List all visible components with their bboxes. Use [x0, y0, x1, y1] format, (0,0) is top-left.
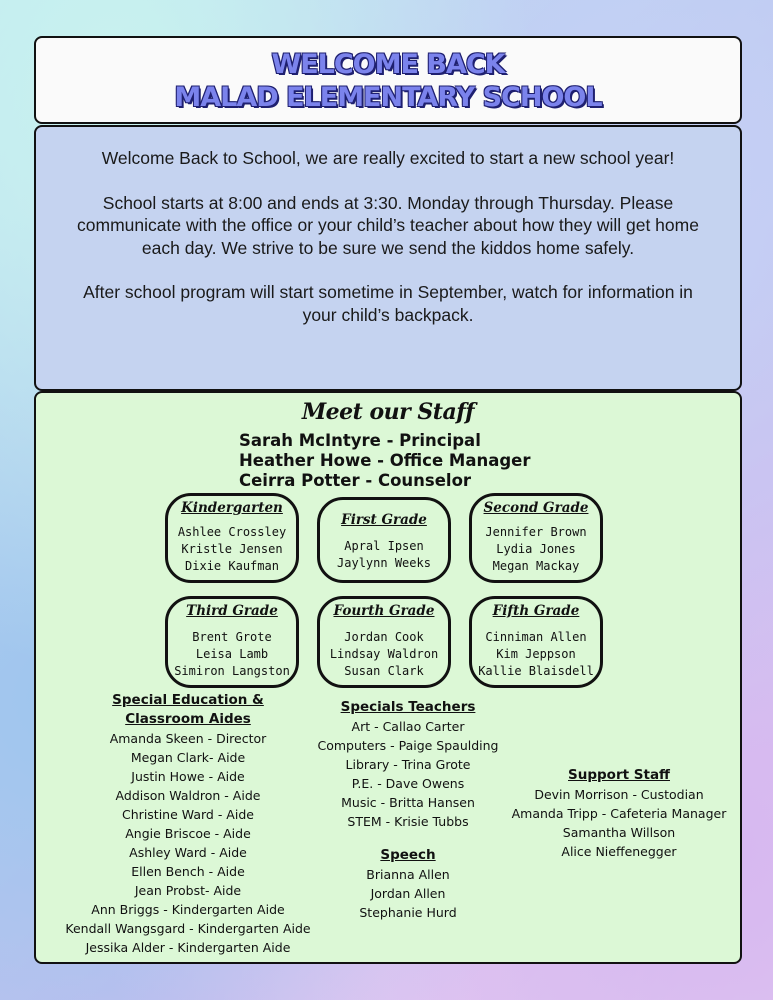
staff-member: Ellen Bench - Aide [131, 864, 245, 879]
staff-member: Samantha Willson [562, 825, 676, 840]
staff-member: Christine Ward - Aide [122, 807, 254, 822]
grade-title: Second Grade [483, 500, 589, 516]
staff-member: Megan Clark- Aide [130, 750, 246, 765]
speech-list [308, 846, 508, 922]
welcome-paragraph-2: School starts at 8:00 and ends at 3:30. Monday through Thursday. Please communicate with the office or your child’s teacher about how they will get home each day. We strive to be sure we send the kiddos home safely. [77, 192, 699, 258]
staff-member: Jessika Alder - Kindergarten Aide [85, 940, 291, 955]
welcome-message-panel [34, 125, 742, 391]
staff-member: Library - Trina Grote [345, 757, 471, 772]
leader-counselor: Ceirra Potter - Counselor [239, 471, 472, 490]
grade-title: Third Grade [186, 603, 278, 619]
special-education-list [60, 691, 316, 957]
grade-box-third-grade [165, 596, 299, 688]
welcome-paragraph-1: Welcome Back to School, we are really excited to start a new school year! [101, 148, 675, 168]
grade-teacher: Jordan Cook [344, 630, 424, 644]
grade-teacher: Lydia Jones [496, 542, 576, 556]
staff-member: Jordan Allen [370, 886, 446, 901]
grade-teacher: Brent Grote [192, 630, 272, 644]
grade-box-fifth-grade [469, 596, 603, 688]
grade-box-kindergarten [165, 493, 299, 583]
leader-office-manager: Heather Howe - Office Manager [239, 451, 531, 470]
grade-title: First Grade [341, 512, 427, 528]
classroom-aides-heading: Classroom Aides [125, 711, 251, 727]
grade-title: Fifth Grade [492, 603, 580, 619]
header-banner [34, 36, 742, 124]
grade-teacher: Simiron Langston [174, 664, 290, 678]
grade-teacher: Kallie Blaisdell [478, 664, 594, 678]
staff-member: Devin Morrison - Custodian [534, 787, 704, 802]
staff-member: P.E. - Dave Owens [351, 776, 465, 791]
staff-member: Amanda Skeen - Director [109, 731, 267, 746]
staff-member: Amanda Tripp - Cafeteria Manager [511, 806, 727, 821]
grade-teacher: Dixie Kaufman [185, 559, 279, 573]
header-title-line1: WELCOME BACK [271, 49, 505, 80]
staff-member: Addison Waldron - Aide [115, 788, 261, 803]
staff-member: Brianna Allen [366, 867, 450, 882]
grade-title: Kindergarten [181, 500, 283, 516]
staff-member: Alice Nieffenegger [561, 844, 677, 859]
support-staff-heading: Support Staff [568, 767, 670, 783]
grade-box-first-grade [317, 497, 451, 583]
staff-member: Ashley Ward - Aide [129, 845, 247, 860]
specials-teachers-list [308, 698, 508, 831]
staff-member: Computers - Paige Spaulding [317, 738, 499, 753]
grade-teacher: Jaylynn Weeks [337, 556, 431, 570]
grade-teacher: Kristle Jensen [181, 542, 283, 556]
grade-teacher: Jennifer Brown [485, 525, 587, 539]
staff-member: Kendall Wangsgard - Kindergarten Aide [65, 921, 311, 936]
welcome-paragraph-3: After school program will start sometime in September, watch for information in your child’s backpack. [83, 282, 693, 325]
grade-teacher: Apral Ipsen [344, 539, 424, 553]
specials-teachers-heading: Specials Teachers [340, 699, 476, 715]
grade-title: Fourth Grade [333, 603, 435, 619]
staff-member: Angie Briscoe - Aide [125, 826, 251, 841]
staff-member: STEM - Krisie Tubbs [347, 814, 469, 829]
support-staff-list [504, 766, 734, 861]
staff-member: Jean Probst- Aide [134, 883, 242, 898]
leadership-list [239, 431, 530, 491]
staff-title: Meet our Staff [301, 399, 475, 425]
staff-member: Ann Briggs - Kindergarten Aide [91, 902, 285, 917]
grade-teacher: Leisa Lamb [195, 647, 269, 661]
leader-principal: Sarah McIntyre - Principal [239, 431, 481, 450]
grade-teacher: Ashlee Crossley [177, 525, 287, 539]
grade-teacher: Susan Clark [344, 664, 424, 678]
staff-member: Music - Britta Hansen [341, 795, 475, 810]
staff-member: Art - Callao Carter [351, 719, 465, 734]
staff-panel [34, 391, 742, 964]
grade-box-fourth-grade [317, 596, 451, 688]
staff-member: Justin Howe - Aide [131, 769, 245, 784]
grade-box-second-grade [469, 493, 603, 583]
header-title-line2: MALAD ELEMENTARY SCHOOL [174, 82, 602, 113]
speech-heading: Speech [380, 847, 436, 863]
grade-teacher: Megan Mackay [492, 559, 580, 573]
grade-teacher: Lindsay Waldron [329, 647, 439, 661]
special-education-heading: Special Education & [112, 692, 264, 708]
grade-teacher: Cinniman Allen [485, 630, 587, 644]
grade-teacher: Kim Jeppson [496, 647, 576, 661]
staff-member: Stephanie Hurd [359, 905, 457, 920]
